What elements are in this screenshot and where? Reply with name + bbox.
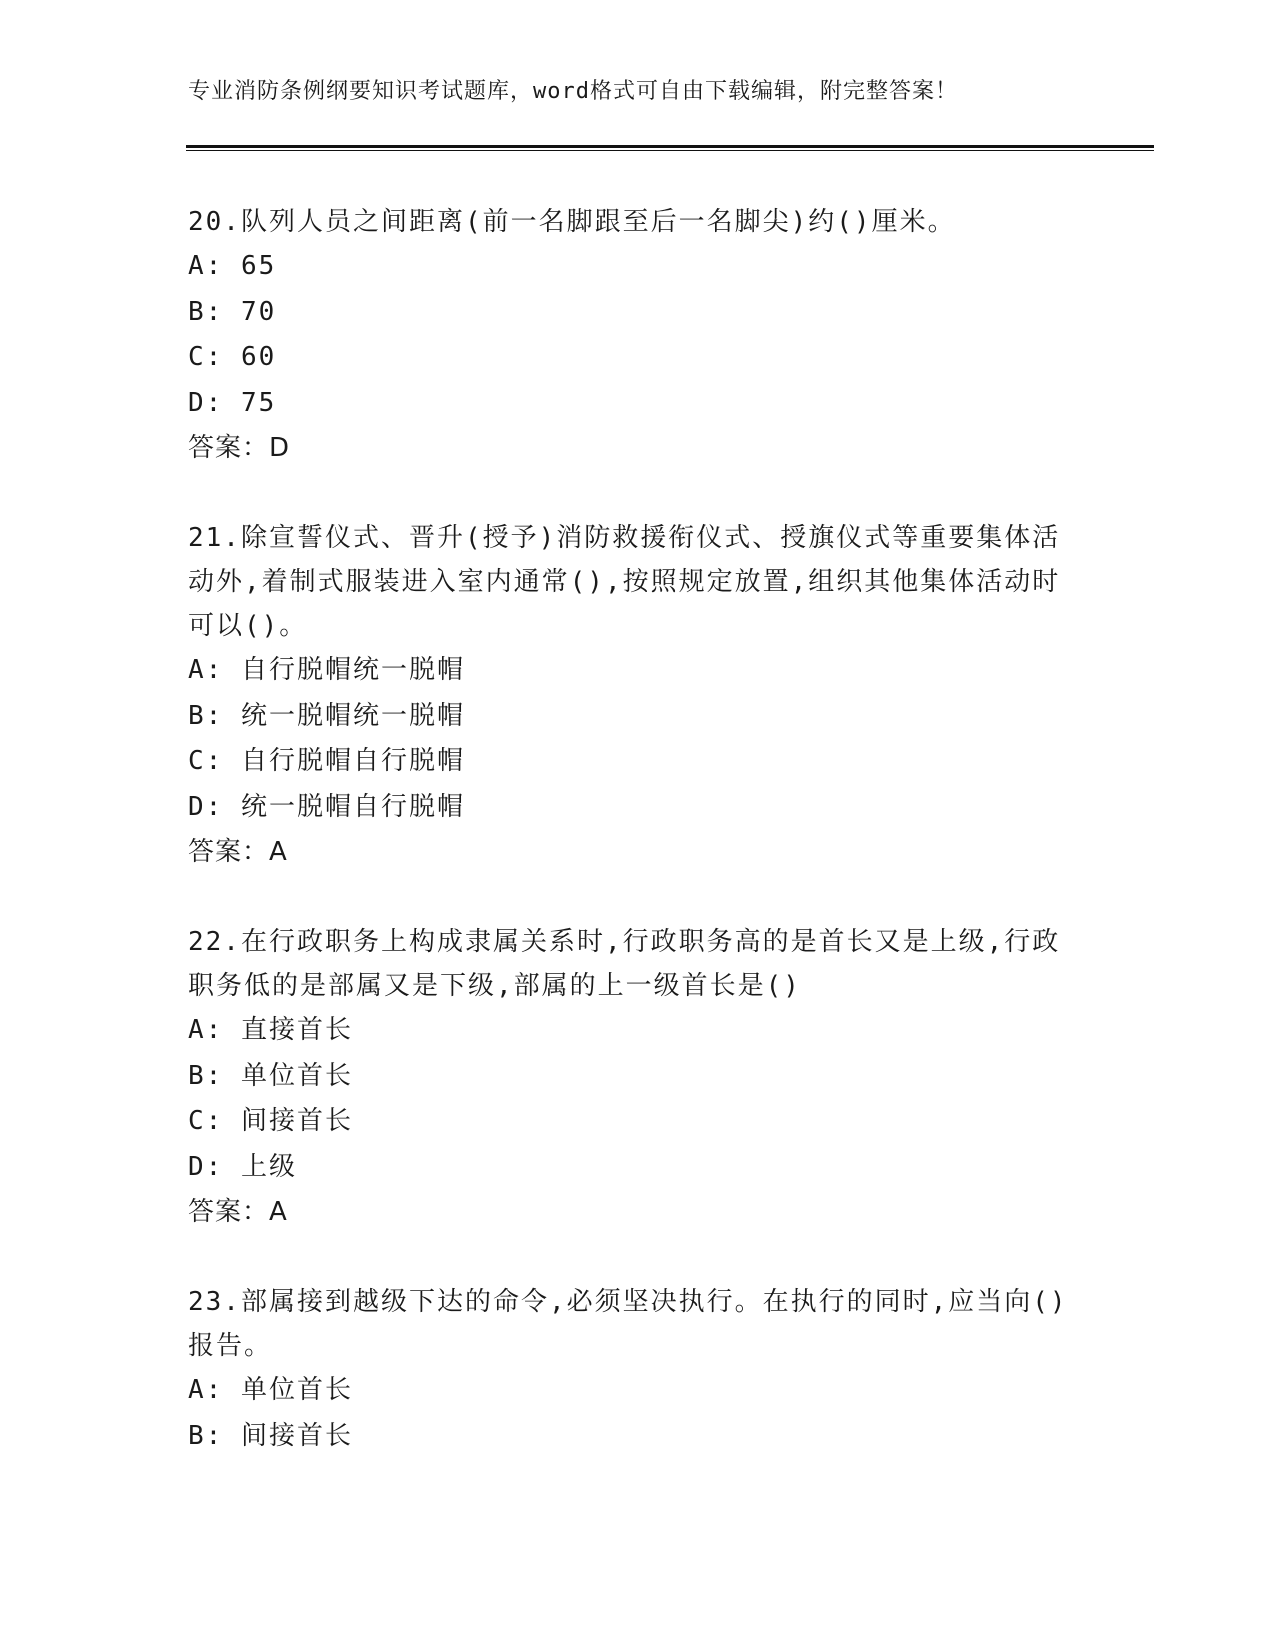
question-20	[188, 200, 1088, 470]
header-rule-thin	[186, 150, 1154, 151]
question-text: 20.队列人员之间距离(前一名脚跟至后一名脚尖)约()厘米。	[188, 207, 956, 237]
question-list	[188, 200, 1088, 1505]
page-header: 专业消防条例纲要知识考试题库，word格式可自由下载编辑，附完整答案！	[188, 79, 958, 104]
option-d: D: 75	[188, 387, 277, 418]
question-text: 22.在行政职务上构成隶属关系时,行政职务高的是首长又是上级,行政职务低的是部属又是下级,部属的上一级首长是()	[188, 927, 1061, 1001]
option-a: A: 单位首长	[188, 1375, 353, 1405]
option-b: B: 间接首长	[188, 1420, 353, 1451]
header-rule	[186, 145, 1154, 148]
option-a: A: 直接首长	[188, 1015, 353, 1045]
question-22	[188, 920, 1088, 1234]
option-b: B: 单位首长	[188, 1060, 353, 1091]
question-text: 23.部属接到越级下达的命令,必须坚决执行。在执行的同时,应当向()报告。	[188, 1287, 1068, 1361]
option-a: A: 自行脱帽统一脱帽	[188, 655, 465, 685]
option-c: C: 间接首长	[188, 1106, 353, 1136]
option-b: B: 70	[188, 296, 277, 327]
option-d: D: 上级	[188, 1151, 297, 1182]
question-21	[188, 516, 1088, 874]
option-a: A: 65	[188, 251, 277, 281]
question-23	[188, 1280, 1088, 1459]
option-b: B: 统一脱帽统一脱帽	[188, 700, 465, 731]
answer: 答案：A	[188, 837, 288, 867]
answer: 答案：D	[188, 433, 291, 463]
option-d: D: 统一脱帽自行脱帽	[188, 791, 465, 822]
question-text: 21.除宣誓仪式、晋升(授予)消防救援衔仪式、授旗仪式等重要集体活动外,着制式服装进入室内通常(),按照规定放置,组织其他集体活动时可以()。	[188, 523, 1061, 641]
option-c: C: 自行脱帽自行脱帽	[188, 746, 465, 776]
option-c: C: 60	[188, 342, 277, 372]
answer: 答案：A	[188, 1197, 288, 1227]
